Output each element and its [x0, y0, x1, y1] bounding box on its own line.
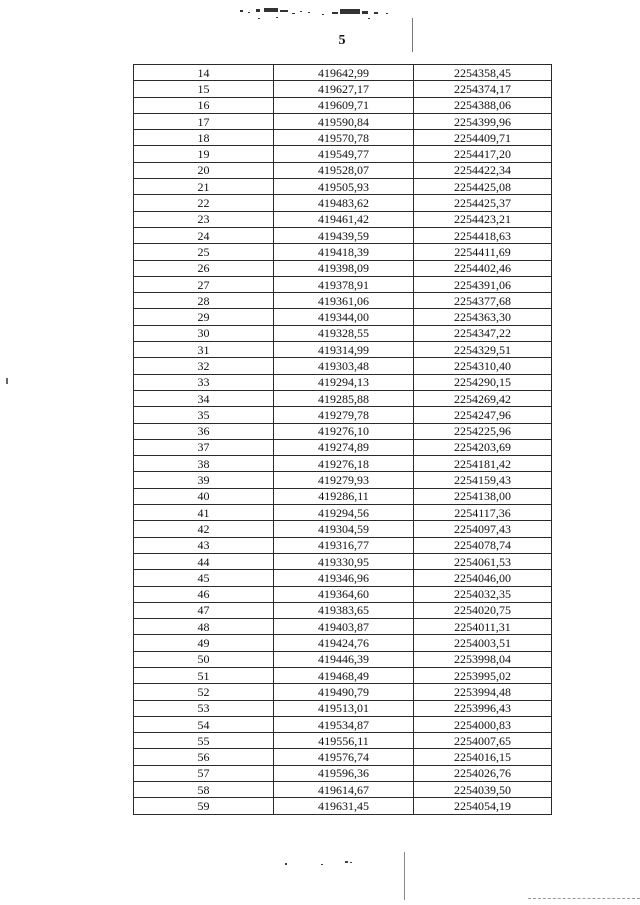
point-number-cell: 40 — [134, 488, 274, 504]
table-row — [134, 488, 552, 504]
x-coordinate-cell: 419614,67 — [274, 782, 414, 798]
table-row — [134, 342, 552, 358]
x-coordinate-cell: 419328,55 — [274, 325, 414, 341]
y-coordinate-cell: 2254388,06 — [414, 97, 552, 113]
point-number-cell: 49 — [134, 635, 274, 651]
y-coordinate-cell: 2254011,31 — [414, 619, 552, 635]
x-coordinate-cell: 419446,39 — [274, 651, 414, 667]
point-number-cell: 30 — [134, 325, 274, 341]
point-number-cell: 59 — [134, 798, 274, 814]
y-coordinate-cell: 2254003,51 — [414, 635, 552, 651]
scan-artifact-mark — [6, 378, 8, 384]
x-coordinate-cell: 419528,07 — [274, 162, 414, 178]
x-coordinate-cell: 419534,87 — [274, 716, 414, 732]
table-row — [134, 407, 552, 423]
table-row — [134, 195, 552, 211]
y-coordinate-cell: 2254329,51 — [414, 342, 552, 358]
x-coordinate-cell: 419314,99 — [274, 342, 414, 358]
point-number-cell: 33 — [134, 374, 274, 390]
table-row — [134, 472, 552, 488]
y-coordinate-cell: 2254425,08 — [414, 179, 552, 195]
x-coordinate-cell: 419276,18 — [274, 456, 414, 472]
table-row — [134, 782, 552, 798]
x-coordinate-cell: 419330,95 — [274, 553, 414, 569]
table-row — [134, 602, 552, 618]
y-coordinate-cell: 2253996,43 — [414, 700, 552, 716]
y-coordinate-cell: 2254374,17 — [414, 81, 552, 97]
y-coordinate-cell: 2253994,48 — [414, 684, 552, 700]
point-number-cell: 26 — [134, 260, 274, 276]
table-row — [134, 162, 552, 178]
table-row — [134, 65, 552, 81]
y-coordinate-cell: 2254423,21 — [414, 211, 552, 227]
y-coordinate-cell: 2254007,65 — [414, 733, 552, 749]
x-coordinate-cell: 419378,91 — [274, 276, 414, 292]
point-number-cell: 46 — [134, 586, 274, 602]
y-coordinate-cell: 2254347,22 — [414, 325, 552, 341]
y-coordinate-cell: 2254138,00 — [414, 488, 552, 504]
y-coordinate-cell: 2254026,76 — [414, 765, 552, 781]
x-coordinate-cell: 419513,01 — [274, 700, 414, 716]
page-number: 5 — [338, 33, 346, 48]
point-number-cell: 18 — [134, 130, 274, 146]
y-coordinate-cell: 2253998,04 — [414, 651, 552, 667]
point-number-cell: 19 — [134, 146, 274, 162]
coordinates-table — [133, 64, 552, 815]
x-coordinate-cell: 419549,77 — [274, 146, 414, 162]
point-number-cell: 41 — [134, 505, 274, 521]
point-number-cell: 21 — [134, 179, 274, 195]
y-coordinate-cell: 2254181,42 — [414, 456, 552, 472]
point-number-cell: 53 — [134, 700, 274, 716]
table-row — [134, 211, 552, 227]
table-row — [134, 700, 552, 716]
x-coordinate-cell: 419304,59 — [274, 521, 414, 537]
x-coordinate-cell: 419316,77 — [274, 537, 414, 553]
table-row — [134, 374, 552, 390]
table-row — [134, 586, 552, 602]
x-coordinate-cell: 419303,48 — [274, 358, 414, 374]
point-number-cell: 45 — [134, 570, 274, 586]
scan-artifact-line-bottom — [404, 852, 405, 900]
y-coordinate-cell: 2254402,46 — [414, 260, 552, 276]
y-coordinate-cell: 2254061,53 — [414, 553, 552, 569]
point-number-cell: 48 — [134, 619, 274, 635]
x-coordinate-cell: 419285,88 — [274, 390, 414, 406]
table-row — [134, 227, 552, 243]
point-number-cell: 17 — [134, 113, 274, 129]
x-coordinate-cell: 419361,06 — [274, 293, 414, 309]
y-coordinate-cell: 2254000,83 — [414, 716, 552, 732]
table-row — [134, 798, 552, 814]
x-coordinate-cell: 419590,84 — [274, 113, 414, 129]
table-row — [134, 684, 552, 700]
point-number-cell: 35 — [134, 407, 274, 423]
x-coordinate-cell: 419398,09 — [274, 260, 414, 276]
point-number-cell: 14 — [134, 65, 274, 81]
y-coordinate-cell: 2254039,50 — [414, 782, 552, 798]
point-number-cell: 51 — [134, 667, 274, 683]
x-coordinate-cell: 419439,59 — [274, 227, 414, 243]
table-row — [134, 293, 552, 309]
x-coordinate-cell: 419631,45 — [274, 798, 414, 814]
y-coordinate-cell: 2254418,63 — [414, 227, 552, 243]
table-row — [134, 113, 552, 129]
y-coordinate-cell: 2254290,15 — [414, 374, 552, 390]
y-coordinate-cell: 2254409,71 — [414, 130, 552, 146]
y-coordinate-cell: 2254377,68 — [414, 293, 552, 309]
table-row — [134, 130, 552, 146]
table-row — [134, 276, 552, 292]
table-row — [134, 423, 552, 439]
point-number-cell: 27 — [134, 276, 274, 292]
scan-noise-bottom — [283, 858, 363, 868]
x-coordinate-cell: 419570,78 — [274, 130, 414, 146]
point-number-cell: 15 — [134, 81, 274, 97]
scan-artifact-dashes — [528, 898, 640, 900]
point-number-cell: 22 — [134, 195, 274, 211]
y-coordinate-cell: 2254417,20 — [414, 146, 552, 162]
table-row — [134, 390, 552, 406]
y-coordinate-cell: 2254203,69 — [414, 439, 552, 455]
point-number-cell: 32 — [134, 358, 274, 374]
x-coordinate-cell: 419383,65 — [274, 602, 414, 618]
x-coordinate-cell: 419418,39 — [274, 244, 414, 260]
x-coordinate-cell: 419609,71 — [274, 97, 414, 113]
y-coordinate-cell: 2254391,06 — [414, 276, 552, 292]
y-coordinate-cell: 2254358,45 — [414, 65, 552, 81]
y-coordinate-cell: 2254054,19 — [414, 798, 552, 814]
y-coordinate-cell: 2254016,15 — [414, 749, 552, 765]
x-coordinate-cell: 419490,79 — [274, 684, 414, 700]
point-number-cell: 47 — [134, 602, 274, 618]
table-row — [134, 309, 552, 325]
y-coordinate-cell: 2254032,35 — [414, 586, 552, 602]
table-row — [134, 733, 552, 749]
y-coordinate-cell: 2254078,74 — [414, 537, 552, 553]
point-number-cell: 25 — [134, 244, 274, 260]
y-coordinate-cell: 2254117,36 — [414, 505, 552, 521]
point-number-cell: 38 — [134, 456, 274, 472]
scan-noise-top — [236, 4, 396, 22]
y-coordinate-cell: 2254269,42 — [414, 390, 552, 406]
x-coordinate-cell: 419364,60 — [274, 586, 414, 602]
table-row — [134, 553, 552, 569]
table-row — [134, 244, 552, 260]
table-row — [134, 667, 552, 683]
x-coordinate-cell: 419468,49 — [274, 667, 414, 683]
point-number-cell: 28 — [134, 293, 274, 309]
point-number-cell: 31 — [134, 342, 274, 358]
x-coordinate-cell: 419344,00 — [274, 309, 414, 325]
point-number-cell: 24 — [134, 227, 274, 243]
table-row — [134, 651, 552, 667]
y-coordinate-cell: 2254363,30 — [414, 309, 552, 325]
point-number-cell: 23 — [134, 211, 274, 227]
y-coordinate-cell: 2254159,43 — [414, 472, 552, 488]
x-coordinate-cell: 419627,17 — [274, 81, 414, 97]
point-number-cell: 44 — [134, 553, 274, 569]
table-row — [134, 81, 552, 97]
y-coordinate-cell: 2254097,43 — [414, 521, 552, 537]
table-row — [134, 635, 552, 651]
x-coordinate-cell: 419274,89 — [274, 439, 414, 455]
table-row — [134, 456, 552, 472]
point-number-cell: 52 — [134, 684, 274, 700]
table-row — [134, 749, 552, 765]
table-row — [134, 146, 552, 162]
point-number-cell: 43 — [134, 537, 274, 553]
point-number-cell: 37 — [134, 439, 274, 455]
table-row — [134, 619, 552, 635]
y-coordinate-cell: 2254411,69 — [414, 244, 552, 260]
x-coordinate-cell: 419483,62 — [274, 195, 414, 211]
point-number-cell: 55 — [134, 733, 274, 749]
x-coordinate-cell: 419279,78 — [274, 407, 414, 423]
x-coordinate-cell: 419642,99 — [274, 65, 414, 81]
point-number-cell: 57 — [134, 765, 274, 781]
table-row — [134, 537, 552, 553]
x-coordinate-cell: 419403,87 — [274, 619, 414, 635]
table-row — [134, 570, 552, 586]
x-coordinate-cell: 419279,93 — [274, 472, 414, 488]
table-row — [134, 325, 552, 341]
x-coordinate-cell: 419461,42 — [274, 211, 414, 227]
point-number-cell: 58 — [134, 782, 274, 798]
scan-artifact-line — [412, 18, 413, 52]
table-row — [134, 765, 552, 781]
y-coordinate-cell: 2254399,96 — [414, 113, 552, 129]
y-coordinate-cell: 2254046,00 — [414, 570, 552, 586]
y-coordinate-cell: 2254225,96 — [414, 423, 552, 439]
coordinates-table-body — [134, 65, 552, 815]
point-number-cell: 16 — [134, 97, 274, 113]
y-coordinate-cell: 2254425,37 — [414, 195, 552, 211]
point-number-cell: 39 — [134, 472, 274, 488]
x-coordinate-cell: 419556,11 — [274, 733, 414, 749]
table-row — [134, 521, 552, 537]
point-number-cell: 34 — [134, 390, 274, 406]
table-row — [134, 97, 552, 113]
y-coordinate-cell: 2254422,34 — [414, 162, 552, 178]
y-coordinate-cell: 2253995,02 — [414, 667, 552, 683]
table-row — [134, 358, 552, 374]
y-coordinate-cell: 2254020,75 — [414, 602, 552, 618]
point-number-cell: 56 — [134, 749, 274, 765]
x-coordinate-cell: 419294,56 — [274, 505, 414, 521]
x-coordinate-cell: 419276,10 — [274, 423, 414, 439]
point-number-cell: 20 — [134, 162, 274, 178]
x-coordinate-cell: 419424,76 — [274, 635, 414, 651]
point-number-cell: 29 — [134, 309, 274, 325]
x-coordinate-cell: 419286,11 — [274, 488, 414, 504]
y-coordinate-cell: 2254247,96 — [414, 407, 552, 423]
table-row — [134, 260, 552, 276]
point-number-cell: 42 — [134, 521, 274, 537]
table-row — [134, 505, 552, 521]
x-coordinate-cell: 419596,36 — [274, 765, 414, 781]
x-coordinate-cell: 419346,96 — [274, 570, 414, 586]
point-number-cell: 54 — [134, 716, 274, 732]
point-number-cell: 50 — [134, 651, 274, 667]
y-coordinate-cell: 2254310,40 — [414, 358, 552, 374]
table-row — [134, 439, 552, 455]
table-row — [134, 179, 552, 195]
x-coordinate-cell: 419505,93 — [274, 179, 414, 195]
x-coordinate-cell: 419576,74 — [274, 749, 414, 765]
x-coordinate-cell: 419294,13 — [274, 374, 414, 390]
point-number-cell: 36 — [134, 423, 274, 439]
table-row — [134, 716, 552, 732]
